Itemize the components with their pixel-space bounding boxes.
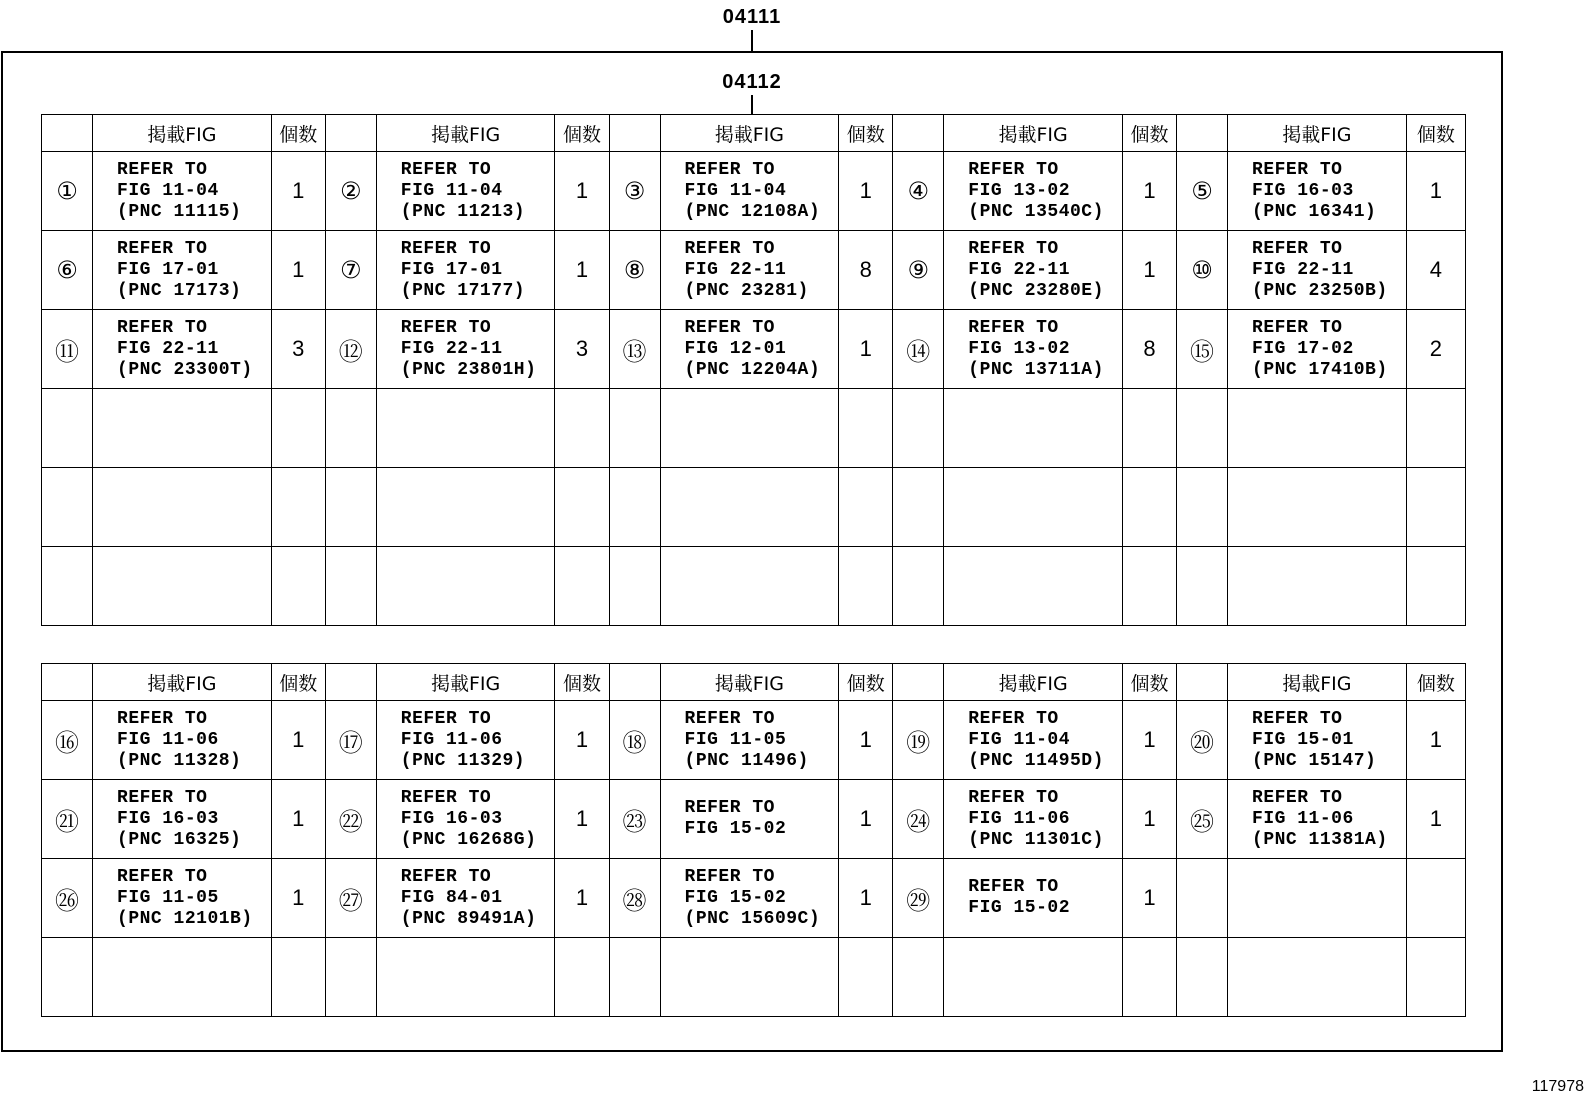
reference-line: (PNC 13711A): [968, 359, 1104, 380]
quantity-cell: 8: [839, 231, 893, 310]
reference-cell: [660, 701, 839, 780]
quantity-cell: 3: [271, 310, 325, 389]
quantity-cell: [555, 389, 609, 468]
quantity-cell: [271, 547, 325, 626]
quantity-cell: 1: [555, 859, 609, 938]
item-number-cell: ⑭: [893, 310, 944, 389]
reference-line: REFER TO: [1252, 159, 1343, 180]
reference-line: REFER TO: [400, 866, 492, 887]
reference-cell: [660, 152, 839, 231]
quantity-cell: 2: [1406, 310, 1465, 389]
reference-line: REFER TO: [968, 238, 1059, 259]
reference-cell: [93, 310, 272, 389]
header-fig-cell: 掲載FIG: [660, 115, 839, 152]
item-number-cell: ⑪: [42, 310, 93, 389]
header-fig-cell: 掲載FIG: [1228, 115, 1407, 152]
reference-line: FIG 22-11: [1252, 259, 1354, 280]
item-number-cell: ㉑: [42, 780, 93, 859]
reference-line: REFER TO: [1252, 238, 1343, 259]
quantity-cell: 1: [839, 310, 893, 389]
reference-line: FIG 11-04: [968, 729, 1070, 750]
reference-line: FIG 11-06: [117, 729, 219, 750]
reference-cell: [944, 701, 1123, 780]
reference-cell: [660, 389, 839, 468]
header-qty-cell: 個数: [555, 115, 609, 152]
reference-cell: [93, 780, 272, 859]
quantity-cell: [555, 547, 609, 626]
reference-cell: [376, 310, 555, 389]
reference-cell: [944, 859, 1123, 938]
reference-line: REFER TO: [1252, 787, 1343, 808]
quantity-cell: 1: [839, 780, 893, 859]
item-number-cell: [893, 547, 944, 626]
header-fig-cell: 掲載FIG: [93, 664, 272, 701]
reference-line: (PNC 89491A): [400, 908, 537, 929]
item-number-cell: [1177, 547, 1228, 626]
item-number-cell: [1177, 938, 1228, 1017]
item-number-cell: ④: [893, 152, 944, 231]
table-row: [42, 468, 1466, 547]
reference-cell: [1228, 389, 1407, 468]
reference-line: FIG 15-02: [684, 819, 787, 839]
table-row: [42, 231, 1466, 310]
reference-line: REFER TO: [968, 708, 1059, 729]
quantity-cell: 1: [271, 780, 325, 859]
reference-line: (PNC 17177): [400, 280, 526, 301]
reference-table-1: [41, 114, 1466, 626]
reference-cell: [1228, 701, 1407, 780]
reference-line: REFER TO: [968, 877, 1059, 897]
header-fig-cell: 掲載FIG: [376, 664, 555, 701]
reference-cell: [660, 231, 839, 310]
item-number-cell: ㉘: [609, 859, 660, 938]
reference-line: (PNC 23801H): [400, 359, 537, 380]
quantity-cell: [1122, 468, 1176, 547]
inner-part-number: 04112: [722, 71, 782, 93]
reference-line: FIG 11-04: [400, 180, 503, 201]
reference-line: FIG 84-01: [400, 887, 503, 908]
header-no-cell: [609, 664, 660, 701]
reference-line: REFER TO: [117, 238, 208, 259]
quantity-cell: [839, 389, 893, 468]
quantity-cell: 1: [839, 859, 893, 938]
quantity-cell: 1: [1122, 780, 1176, 859]
item-number-cell: ⑯: [42, 701, 93, 780]
header-qty-cell: 個数: [1122, 664, 1176, 701]
reference-cell: [944, 780, 1123, 859]
reference-cell: [376, 701, 555, 780]
item-number-cell: ㉒: [325, 780, 376, 859]
quantity-cell: 1: [271, 152, 325, 231]
quantity-cell: [1406, 389, 1465, 468]
item-number-cell: [42, 389, 93, 468]
item-number-cell: ⑦: [325, 231, 376, 310]
quantity-cell: [555, 468, 609, 547]
reference-line: FIG 11-05: [684, 729, 787, 750]
reference-cell: [944, 231, 1123, 310]
item-number-cell: [1177, 389, 1228, 468]
quantity-cell: [839, 547, 893, 626]
reference-line: FIG 16-03: [400, 808, 503, 829]
reference-line: (PNC 11496): [684, 750, 809, 771]
quantity-cell: 1: [1406, 701, 1465, 780]
reference-line: REFER TO: [968, 317, 1059, 338]
item-number-cell: ③: [609, 152, 660, 231]
reference-line: (PNC 12108A): [684, 201, 821, 222]
reference-line: REFER TO: [400, 238, 492, 259]
reference-line: FIG 11-06: [1252, 808, 1354, 829]
reference-line: REFER TO: [400, 787, 492, 808]
item-number-cell: [609, 938, 660, 1017]
reference-cell: [1228, 310, 1407, 389]
table-row: [42, 310, 1466, 389]
item-number-cell: [42, 938, 93, 1017]
item-number-cell: ㉔: [893, 780, 944, 859]
reference-line: (PNC 11301C): [968, 829, 1104, 850]
reference-line: REFER TO: [400, 317, 492, 338]
quantity-cell: [1122, 389, 1176, 468]
reference-line: REFER TO: [117, 317, 208, 338]
header-qty-cell: 個数: [839, 664, 893, 701]
quantity-cell: 1: [1122, 231, 1176, 310]
quantity-cell: [555, 938, 609, 1017]
header-no-cell: [893, 115, 944, 152]
reference-cell: [376, 859, 555, 938]
reference-line: (PNC 11213): [400, 201, 526, 222]
item-number-cell: [1177, 859, 1228, 938]
quantity-cell: 1: [271, 701, 325, 780]
reference-line: (PNC 23280E): [968, 280, 1104, 301]
item-number-cell: ⑳: [1177, 701, 1228, 780]
item-number-cell: ①: [42, 152, 93, 231]
quantity-cell: 1: [555, 152, 609, 231]
table-row: [42, 152, 1466, 231]
reference-cell: [944, 389, 1123, 468]
reference-cell: [93, 389, 272, 468]
reference-cell: [1228, 468, 1407, 547]
table-header-row: [42, 664, 1466, 701]
reference-cell: [660, 938, 839, 1017]
item-number-cell: ⑱: [609, 701, 660, 780]
quantity-cell: 1: [271, 231, 325, 310]
header-no-cell: [325, 664, 376, 701]
reference-line: FIG 11-04: [684, 180, 787, 201]
header-fig-cell: 掲載FIG: [1228, 664, 1407, 701]
reference-cell: [944, 152, 1123, 231]
quantity-cell: 1: [555, 231, 609, 310]
reference-line: REFER TO: [117, 866, 208, 887]
reference-line: FIG 13-02: [968, 338, 1070, 359]
header-qty-cell: 個数: [1406, 664, 1465, 701]
reference-line: FIG 22-11: [684, 259, 787, 280]
reference-table-2: [41, 663, 1466, 1017]
reference-cell: [660, 859, 839, 938]
reference-line: (PNC 15609C): [684, 908, 821, 929]
item-number-cell: [893, 389, 944, 468]
quantity-cell: [271, 938, 325, 1017]
item-number-cell: ⑮: [1177, 310, 1228, 389]
reference-line: (PNC 11328): [117, 750, 242, 771]
item-number-cell: [42, 547, 93, 626]
header-fig-cell: 掲載FIG: [93, 115, 272, 152]
reference-line: REFER TO: [684, 317, 775, 338]
table-row: [42, 859, 1466, 938]
item-number-cell: ㉓: [609, 780, 660, 859]
reference-cell: [376, 389, 555, 468]
quantity-cell: [1406, 938, 1465, 1017]
reference-line: (PNC 12204A): [684, 359, 821, 380]
header-qty-cell: 個数: [1406, 115, 1465, 152]
reference-cell: [944, 310, 1123, 389]
reference-cell: [1228, 231, 1407, 310]
item-number-cell: [609, 468, 660, 547]
reference-line: REFER TO: [684, 866, 775, 887]
quantity-cell: 8: [1122, 310, 1176, 389]
reference-line: REFER TO: [1252, 317, 1343, 338]
reference-cell: [93, 938, 272, 1017]
quantity-cell: 1: [1122, 152, 1176, 231]
reference-line: FIG 11-04: [117, 180, 219, 201]
quantity-cell: 1: [1406, 152, 1465, 231]
reference-cell: [1228, 938, 1407, 1017]
header-no-cell: [893, 664, 944, 701]
quantity-cell: 4: [1406, 231, 1465, 310]
reference-cell: [93, 701, 272, 780]
quantity-cell: [1122, 547, 1176, 626]
reference-cell: [93, 231, 272, 310]
reference-line: REFER TO: [400, 708, 492, 729]
table-row: [42, 547, 1466, 626]
reference-line: REFER TO: [117, 708, 208, 729]
item-number-cell: ㉗: [325, 859, 376, 938]
reference-line: FIG 12-01: [684, 338, 787, 359]
reference-line: FIG 16-03: [117, 808, 219, 829]
reference-line: FIG 13-02: [968, 180, 1070, 201]
item-number-cell: [609, 389, 660, 468]
reference-line: FIG 15-01: [1252, 729, 1354, 750]
inner-leader-line: [751, 95, 753, 114]
reference-line: REFER TO: [684, 708, 775, 729]
reference-line: (PNC 13540C): [968, 201, 1104, 222]
reference-cell: [376, 152, 555, 231]
quantity-cell: [1122, 938, 1176, 1017]
header-no-cell: [325, 115, 376, 152]
figure-id: 117978: [1531, 1078, 1584, 1095]
reference-line: FIG 15-02: [968, 898, 1070, 918]
item-number-cell: [609, 547, 660, 626]
quantity-cell: [271, 389, 325, 468]
reference-line: (PNC 17410B): [1252, 359, 1388, 380]
header-no-cell: [42, 664, 93, 701]
header-qty-cell: 個数: [1122, 115, 1176, 152]
quantity-cell: [1406, 859, 1465, 938]
table-row: [42, 780, 1466, 859]
table-row: [42, 389, 1466, 468]
reference-line: (PNC 23281): [684, 280, 809, 301]
reference-line: REFER TO: [684, 159, 775, 180]
table-header-row: [42, 115, 1466, 152]
reference-cell: [1228, 780, 1407, 859]
quantity-cell: 1: [555, 701, 609, 780]
header-no-cell: [1177, 664, 1228, 701]
quantity-cell: 1: [1406, 780, 1465, 859]
reference-cell: [944, 938, 1123, 1017]
item-number-cell: ⑫: [325, 310, 376, 389]
reference-cell: [93, 152, 272, 231]
reference-cell: [93, 468, 272, 547]
reference-line: FIG 16-03: [1252, 180, 1354, 201]
reference-cell: [1228, 152, 1407, 231]
header-qty-cell: 個数: [555, 664, 609, 701]
reference-cell: [93, 547, 272, 626]
header-no-cell: [1177, 115, 1228, 152]
quantity-cell: 1: [555, 780, 609, 859]
reference-line: (PNC 16325): [117, 829, 242, 850]
table-row: [42, 938, 1466, 1017]
header-fig-cell: 掲載FIG: [376, 115, 555, 152]
reference-cell: [1228, 859, 1407, 938]
reference-line: FIG 11-05: [117, 887, 219, 908]
item-number-cell: [325, 547, 376, 626]
reference-line: FIG 17-01: [117, 259, 219, 280]
quantity-cell: [1406, 468, 1465, 547]
reference-line: (PNC 16268G): [400, 829, 537, 850]
item-number-cell: ㉖: [42, 859, 93, 938]
item-number-cell: ⑲: [893, 701, 944, 780]
quantity-cell: 1: [1122, 701, 1176, 780]
reference-cell: [1228, 547, 1407, 626]
reference-cell: [660, 780, 839, 859]
quantity-cell: [839, 468, 893, 547]
header-fig-cell: 掲載FIG: [944, 115, 1123, 152]
table-row: [42, 701, 1466, 780]
reference-line: (PNC 17173): [117, 280, 242, 301]
reference-cell: [660, 310, 839, 389]
reference-cell: [944, 547, 1123, 626]
quantity-cell: 3: [555, 310, 609, 389]
reference-line: FIG 22-11: [400, 338, 503, 359]
item-number-cell: ⑬: [609, 310, 660, 389]
reference-line: FIG 17-02: [1252, 338, 1354, 359]
header-fig-cell: 掲載FIG: [660, 664, 839, 701]
reference-line: REFER TO: [400, 159, 492, 180]
header-no-cell: [609, 115, 660, 152]
header-qty-cell: 個数: [271, 664, 325, 701]
reference-line: REFER TO: [684, 238, 775, 259]
reference-cell: [376, 468, 555, 547]
item-number-cell: ⑰: [325, 701, 376, 780]
quantity-cell: 1: [1122, 859, 1176, 938]
reference-line: REFER TO: [1252, 708, 1343, 729]
reference-cell: [93, 859, 272, 938]
reference-cell: [660, 468, 839, 547]
reference-line: (PNC 11115): [117, 201, 242, 222]
quantity-cell: [839, 938, 893, 1017]
item-number-cell: ②: [325, 152, 376, 231]
item-number-cell: [325, 389, 376, 468]
item-number-cell: ⑧: [609, 231, 660, 310]
quantity-cell: [1406, 547, 1465, 626]
reference-line: (PNC 15147): [1252, 750, 1377, 771]
quantity-cell: 1: [271, 859, 325, 938]
quantity-cell: [271, 468, 325, 547]
reference-line: FIG 15-02: [684, 887, 787, 908]
reference-line: REFER TO: [117, 787, 208, 808]
reference-cell: [376, 938, 555, 1017]
reference-cell: [944, 468, 1123, 547]
reference-line: (PNC 23250B): [1252, 280, 1388, 301]
header-qty-cell: 個数: [839, 115, 893, 152]
outer-part-number: 04111: [722, 6, 782, 28]
reference-line: REFER TO: [968, 787, 1059, 808]
reference-line: (PNC 12101B): [117, 908, 253, 929]
reference-line: REFER TO: [968, 159, 1059, 180]
item-number-cell: [325, 938, 376, 1017]
reference-line: REFER TO: [117, 159, 208, 180]
item-number-cell: [42, 468, 93, 547]
item-number-cell: ㉕: [1177, 780, 1228, 859]
header-qty-cell: 個数: [271, 115, 325, 152]
reference-line: (PNC 16341): [1252, 201, 1377, 222]
reference-line: FIG 22-11: [117, 338, 219, 359]
reference-line: (PNC 11381A): [1252, 829, 1388, 850]
outer-leader-line: [751, 30, 753, 52]
item-number-cell: ⑩: [1177, 231, 1228, 310]
reference-line: (PNC 23300T): [117, 359, 253, 380]
reference-line: (PNC 11495D): [968, 750, 1104, 771]
item-number-cell: ⑥: [42, 231, 93, 310]
item-number-cell: [325, 468, 376, 547]
reference-line: FIG 17-01: [400, 259, 503, 280]
quantity-cell: 1: [839, 152, 893, 231]
item-number-cell: ⑨: [893, 231, 944, 310]
reference-cell: [376, 780, 555, 859]
reference-line: FIG 11-06: [400, 729, 503, 750]
item-number-cell: [893, 468, 944, 547]
reference-line: FIG 22-11: [968, 259, 1070, 280]
reference-line: FIG 11-06: [968, 808, 1070, 829]
item-number-cell: [1177, 468, 1228, 547]
reference-cell: [376, 231, 555, 310]
item-number-cell: ㉙: [893, 859, 944, 938]
header-no-cell: [42, 115, 93, 152]
reference-line: (PNC 11329): [400, 750, 526, 771]
reference-cell: [660, 547, 839, 626]
item-number-cell: [893, 938, 944, 1017]
quantity-cell: 1: [839, 701, 893, 780]
reference-cell: [376, 547, 555, 626]
header-fig-cell: 掲載FIG: [944, 664, 1123, 701]
reference-line: REFER TO: [684, 798, 775, 818]
item-number-cell: ⑤: [1177, 152, 1228, 231]
